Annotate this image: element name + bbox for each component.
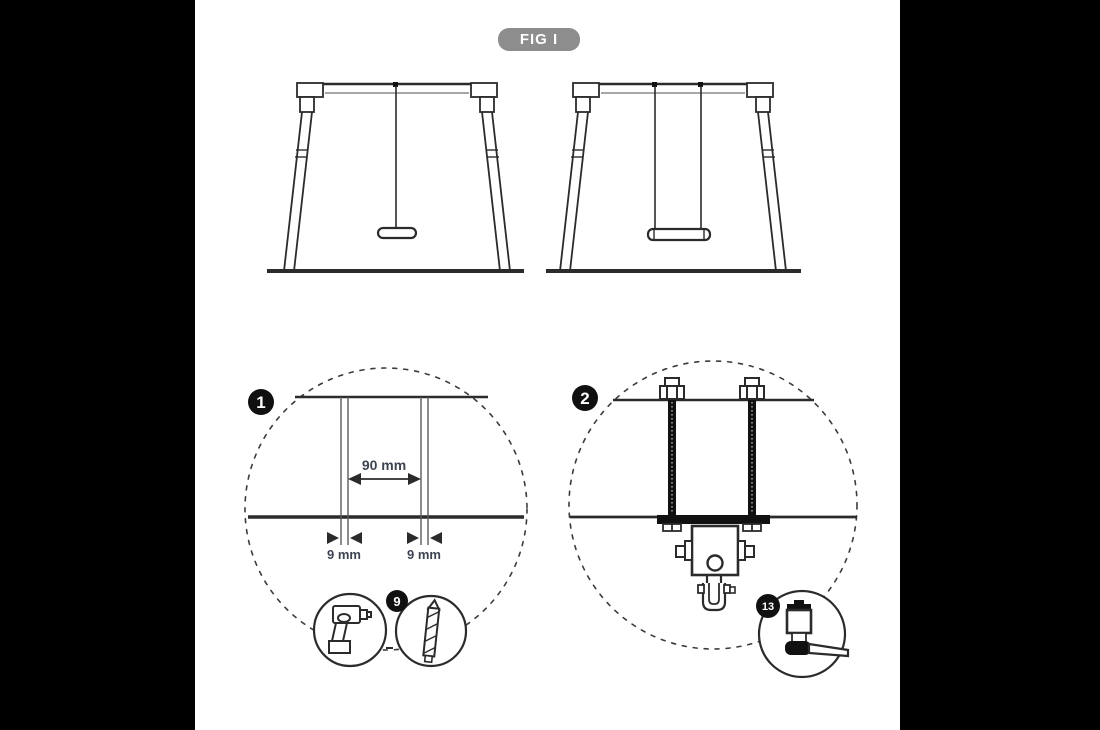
corner-connector-icon xyxy=(297,83,323,112)
swing-seat xyxy=(648,229,710,240)
step-2-badge xyxy=(572,385,598,411)
step-2-number: 2 xyxy=(580,389,590,408)
swing-seat xyxy=(378,228,416,238)
left-swing-frame-illustration xyxy=(267,82,524,271)
frame-legs xyxy=(560,112,786,271)
detail-boundary-circle xyxy=(245,368,527,650)
dimension-90mm xyxy=(348,457,421,485)
swing-hanger-bracket xyxy=(676,526,754,575)
detail-circle-1 xyxy=(245,368,527,666)
hole-diameter-label: 9 mm xyxy=(327,547,361,562)
dimension-9mm-left xyxy=(327,532,362,562)
step-1-badge xyxy=(248,389,274,415)
frame-legs xyxy=(284,112,510,271)
part-13-badge xyxy=(756,594,780,618)
right-swing-frame-illustration xyxy=(546,82,801,271)
hex-bolt-head-icon xyxy=(660,378,684,399)
part-9-badge xyxy=(386,590,408,612)
part-9-number: 9 xyxy=(393,594,401,609)
hole-diameter-label: 9 mm xyxy=(407,547,441,562)
corner-connector-icon xyxy=(471,83,497,112)
hanger-bolts xyxy=(668,392,756,517)
tool-circle-drill xyxy=(314,594,386,666)
corner-connector-icon xyxy=(747,83,773,112)
mounting-plate xyxy=(657,515,770,524)
figure-title-label: FIG I xyxy=(519,31,559,48)
swing-rope xyxy=(393,82,398,228)
dimension-9mm-right xyxy=(407,532,442,562)
step-1-number: 1 xyxy=(256,393,266,412)
spacing-dimension-label: 90 mm xyxy=(361,457,407,473)
clevis-shackle xyxy=(698,575,735,610)
swing-ropes xyxy=(652,82,703,229)
part-13-number: 13 xyxy=(761,601,775,613)
detail-circle-2 xyxy=(569,361,857,677)
corner-connector-icon xyxy=(573,83,599,112)
spacer-sleeve-icon xyxy=(787,600,811,633)
hex-bolt-head-icon xyxy=(740,378,764,399)
